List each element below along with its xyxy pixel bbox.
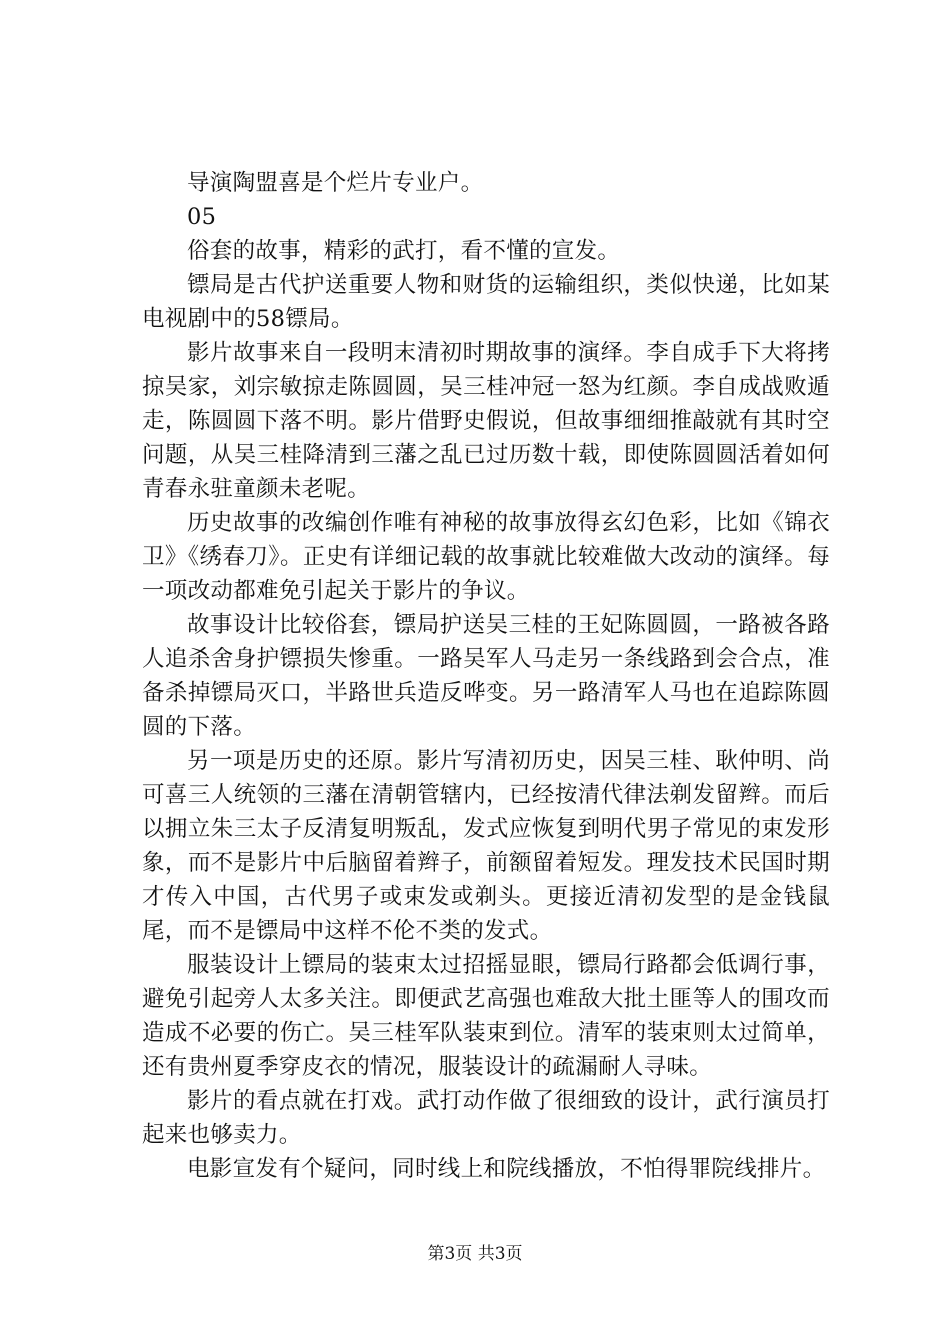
paragraph-history-restoration: 另一项是历史的还原。影片写清初历史，因吴三桂、耿仲明、尚可喜三人统领的三藩在清朝管辖内，已经按清代律法剃发留辫。而后以拥立朱三太子反清复明叛乱，发式应恢复到明代男子常见的束发形象，而不是影片中后脑留着辫子，前额留着短发。理发技术民国时期才传入中国，古代男子或束发或剃头。更接近清初发型的是金钱鼠尾，而不是镖局中这样不伦不类的发式。 [142, 748, 830, 944]
section-number: 05 [187, 204, 217, 230]
paragraph-adaptation: 历史故事的改编创作唯有神秘的故事放得玄幻色彩，比如《锦衣卫》《绣春刀》。正史有详细记载的故事就比较难做大改动的演绎。每一项改动都难免引起关于影片的争议。 [142, 510, 830, 604]
paragraph-escort-agency: 镖局是古代护送重要人物和财货的运输组织，类似快递，比如某电视剧中的58镖局。 [142, 272, 830, 332]
document-body [142, 166, 830, 1186]
paragraph-release: 电影宣发有个疑问，同时线上和院线播放，不怕得罪院线排片。 [187, 1156, 826, 1182]
paragraph-director: 导演陶盟喜是个烂片专业户。 [187, 170, 484, 196]
paragraph-costume-design: 服装设计上镖局的装束太过招摇显眼，镖局行路都会低调行事，避免引起旁人太多关注。即便武艺高强也难敌大批土匪等人的围攻而造成不必要的伤亡。吴三桂军队装束到位。清军的装束则太过简单，还有贵州夏季穿皮衣的情况，服装设计的疏漏耐人寻味。 [142, 952, 830, 1080]
paragraph-story-origin: 影片故事来自一段明末清初时期故事的演绎。李自成手下大将拷掠吴家，刘宗敏掠走陈圆圆，吴三桂冲冠一怒为红颜。李自成战败遁走，陈圆圆下落不明。影片借野史假说，但故事细细推敲就有其时空问题，从吴三桂降清到三藩之乱已过历数十载，即使陈圆圆活着如何青春永驻童颜未老呢。 [142, 340, 830, 502]
paragraph-action: 影片的看点就在打戏。武打动作做了很细致的设计，武行演员打起来也够卖力。 [142, 1088, 830, 1148]
paragraph-story-design: 故事设计比较俗套，镖局护送吴三桂的王妃陈圆圆，一路被各路人追杀舍身护镖损失惨重。一路吴军人马走另一条线路到会合点，准备杀掉镖局灭口，半路世兵造反哗变。另一路清军人马也在追踪陈圆圆的下落。 [142, 612, 830, 740]
paragraph-summary: 俗套的故事，精彩的武打，看不懂的宣发。 [187, 238, 621, 264]
page-number-footer: 第3页 共3页 [427, 1244, 523, 1264]
